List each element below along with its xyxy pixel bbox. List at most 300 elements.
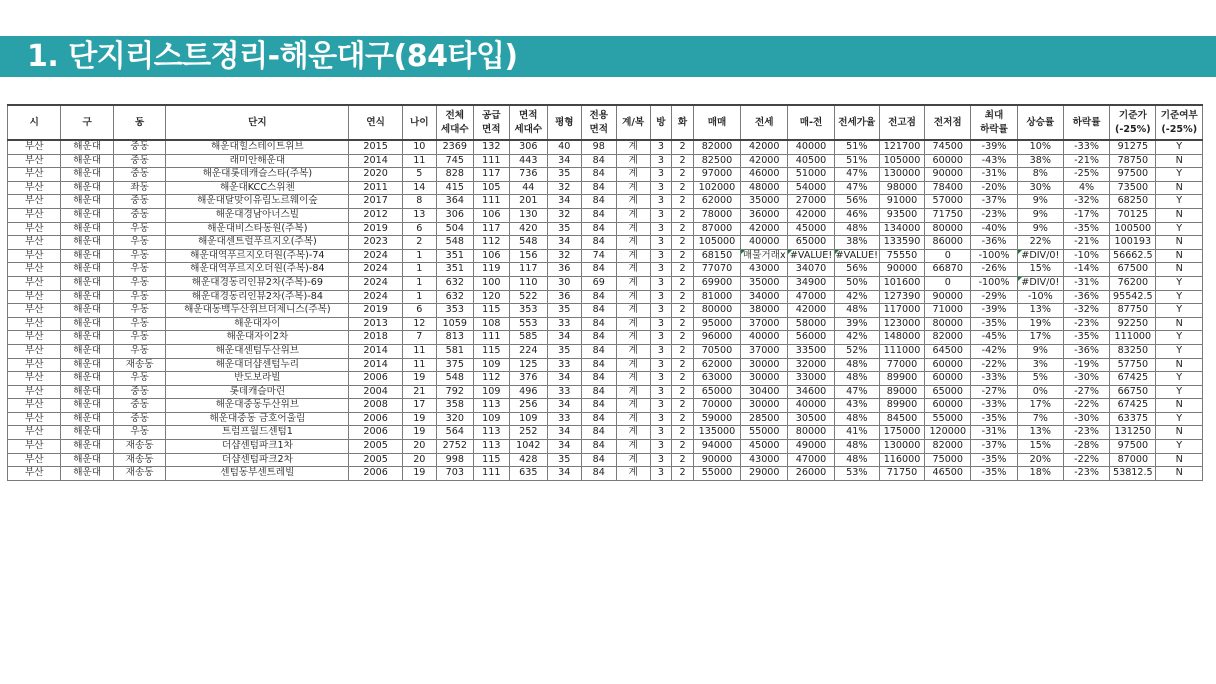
table-cell: 34600 [788, 385, 834, 399]
table-cell: 계 [616, 467, 650, 481]
table-cell: N [1156, 453, 1203, 467]
table-cell: 97500 [1110, 168, 1156, 182]
table-cell: 34070 [788, 263, 834, 277]
table-cell: 43% [834, 399, 879, 413]
table-cell: 58000 [788, 317, 834, 331]
table-cell: 우동 [113, 344, 165, 358]
table-cell: 2 [672, 222, 694, 236]
table-cell: 2369 [436, 140, 473, 154]
table-cell: N [1156, 426, 1203, 440]
table-cell: 해운대센트럴푸르지오(주복) [166, 236, 349, 250]
table-row [8, 467, 1203, 481]
table-cell: 32000 [788, 358, 834, 372]
table-cell: 2020 [349, 168, 402, 182]
table-cell: 중동 [113, 208, 165, 222]
table-cell: 부산 [8, 453, 61, 467]
table-cell: 계 [616, 276, 650, 290]
table-cell: 21 [402, 385, 436, 399]
table-cell: 40000 [788, 140, 834, 154]
table-cell: Y [1156, 440, 1203, 454]
column-header: 최대 하락률 [971, 105, 1017, 140]
table-cell: -100% [971, 249, 1017, 263]
table-cell: 55000 [741, 426, 788, 440]
table-cell: 496 [509, 385, 547, 399]
table-cell: 77000 [879, 358, 924, 372]
table-cell: 42% [834, 290, 879, 304]
table-cell: 74500 [925, 140, 971, 154]
column-header: 화 [672, 105, 694, 140]
table-row [8, 249, 1203, 263]
table-cell: 계 [616, 208, 650, 222]
table-cell: 98000 [879, 181, 924, 195]
table-cell: 95542.5 [1110, 290, 1156, 304]
table-cell: 84 [581, 372, 616, 386]
table-cell: -36% [1063, 344, 1109, 358]
table-cell: 42000 [741, 222, 788, 236]
table-cell: 부산 [8, 140, 61, 154]
table-cell: 계 [616, 440, 650, 454]
table-cell: 해운대롯데캐슬스타(주복) [166, 168, 349, 182]
table-cell: 53812.5 [1110, 467, 1156, 481]
table-cell: 78400 [925, 181, 971, 195]
table-cell: 2 [672, 440, 694, 454]
table-cell: 우동 [113, 426, 165, 440]
table-cell: 2005 [349, 440, 402, 454]
table-cell: 375 [436, 358, 473, 372]
table-cell: 66750 [1110, 385, 1156, 399]
table-cell: 420 [509, 222, 547, 236]
table-cell: 19 [402, 426, 436, 440]
table-cell: 111000 [1110, 331, 1156, 345]
table-cell: 2 [672, 453, 694, 467]
table-cell: -10% [1063, 249, 1109, 263]
table-cell: 37000 [741, 344, 788, 358]
table-cell: 부산 [8, 399, 61, 413]
table-row [8, 344, 1203, 358]
table-cell: 364 [436, 195, 473, 209]
table-row [8, 154, 1203, 168]
table-cell: 813 [436, 331, 473, 345]
table-cell: 2 [672, 249, 694, 263]
table-cell: 19% [1017, 317, 1063, 331]
table-cell: 13% [1017, 304, 1063, 318]
table-cell: 42000 [741, 154, 788, 168]
table-cell: 2011 [349, 181, 402, 195]
table-cell: -35% [1063, 331, 1109, 345]
table-cell: 91275 [1110, 140, 1156, 154]
table-cell: -45% [971, 331, 1017, 345]
table-cell: 해운대 [61, 276, 113, 290]
table-cell: -22% [971, 358, 1017, 372]
table-cell: 415 [436, 181, 473, 195]
table-cell: 256 [509, 399, 547, 413]
table-cell: 632 [436, 290, 473, 304]
table-cell: 중동 [113, 412, 165, 426]
table-cell: 585 [509, 331, 547, 345]
table-cell: 84 [581, 358, 616, 372]
table-cell: 2024 [349, 249, 402, 263]
table-cell: 87750 [1110, 304, 1156, 318]
table-cell: 트럼프월드센텀1 [166, 426, 349, 440]
table-cell: 40000 [788, 399, 834, 413]
table-cell: 2 [672, 358, 694, 372]
table-cell: 14 [402, 181, 436, 195]
table-cell: 2008 [349, 399, 402, 413]
table-cell: 1042 [509, 440, 547, 454]
table-cell: 84 [581, 317, 616, 331]
page-title [27, 36, 518, 77]
table-cell: 5% [1017, 372, 1063, 386]
table-cell: -39% [971, 140, 1017, 154]
table-cell: 2 [672, 168, 694, 182]
table-cell: 60000 [925, 372, 971, 386]
table-cell: 67425 [1110, 372, 1156, 386]
table-cell: 47000 [788, 453, 834, 467]
table-cell: 67500 [1110, 263, 1156, 277]
table-cell: 해운대 [61, 263, 113, 277]
column-header: 단지 [166, 105, 349, 140]
table-cell: 6 [402, 304, 436, 318]
table-cell: 97000 [693, 168, 740, 182]
table-cell: 30000 [741, 372, 788, 386]
table-cell: 해운대 [61, 168, 113, 182]
table-cell: 48% [834, 412, 879, 426]
table-cell: 553 [509, 317, 547, 331]
table-cell: 111000 [879, 344, 924, 358]
table-cell: 92250 [1110, 317, 1156, 331]
table-cell: 56% [834, 263, 879, 277]
table-cell: 계 [616, 195, 650, 209]
table-cell: 65000 [788, 236, 834, 250]
table-cell: 67425 [1110, 399, 1156, 413]
table-cell: 27000 [788, 195, 834, 209]
table-cell: 84 [581, 426, 616, 440]
table-cell: 2006 [349, 467, 402, 481]
table-cell: 40 [547, 140, 581, 154]
table-cell: 3 [650, 290, 672, 304]
table-cell: 55000 [925, 412, 971, 426]
table-row [8, 208, 1203, 222]
table-cell: 해운대 [61, 304, 113, 318]
table-cell: 계 [616, 249, 650, 263]
table-cell: -36% [971, 236, 1017, 250]
table-cell: 81000 [693, 290, 740, 304]
table-cell: 443 [509, 154, 547, 168]
table-cell: 121700 [879, 140, 924, 154]
table-cell: 71000 [925, 304, 971, 318]
table-cell: 3 [650, 440, 672, 454]
table-cell: 2 [672, 385, 694, 399]
table-cell: 해운대경동리인뷰2차(주복)-84 [166, 290, 349, 304]
table-cell: 82500 [693, 154, 740, 168]
table-cell: 17 [402, 399, 436, 413]
table-cell: 13 [402, 208, 436, 222]
table-cell: 34 [547, 331, 581, 345]
table-cell: 해운대힐스테이트위브 [166, 140, 349, 154]
table-cell: 105000 [693, 236, 740, 250]
table-cell: 100500 [1110, 222, 1156, 236]
table-cell: 0 [925, 276, 971, 290]
table-cell: 2015 [349, 140, 402, 154]
table-cell: 130 [509, 208, 547, 222]
table-cell: 792 [436, 385, 473, 399]
table-cell: 36000 [741, 208, 788, 222]
table-cell: 48% [834, 304, 879, 318]
table-cell: 74 [581, 249, 616, 263]
table-cell: 중동 [113, 168, 165, 182]
table-cell: 84 [581, 290, 616, 304]
table-cell: 117000 [879, 304, 924, 318]
table-cell: 30000 [741, 358, 788, 372]
table-cell: 78750 [1110, 154, 1156, 168]
table-cell: 73500 [1110, 181, 1156, 195]
table-cell: -21% [1063, 154, 1109, 168]
table-cell: Y [1156, 168, 1203, 182]
table-cell: 11 [402, 154, 436, 168]
table-cell: 89900 [879, 372, 924, 386]
table-cell: 2 [402, 236, 436, 250]
column-header: 동 [113, 105, 165, 140]
table-cell: 828 [436, 168, 473, 182]
table-cell: 33 [547, 385, 581, 399]
table-cell: 703 [436, 467, 473, 481]
table-cell: 3 [650, 344, 672, 358]
table-row [8, 290, 1203, 304]
table-cell: N [1156, 181, 1203, 195]
table-cell: 84 [581, 331, 616, 345]
table-cell: -35% [971, 453, 1017, 467]
table-cell: 224 [509, 344, 547, 358]
table-cell: 90000 [879, 263, 924, 277]
table-cell: 3 [650, 140, 672, 154]
table-cell: 34000 [741, 290, 788, 304]
column-header: 방 [650, 105, 672, 140]
table-cell: 2017 [349, 195, 402, 209]
table-cell: 59000 [693, 412, 740, 426]
table-cell: 해운대비스타동원(주복) [166, 222, 349, 236]
table-cell: 635 [509, 467, 547, 481]
table-cell: 부산 [8, 181, 61, 195]
table-cell: 62000 [693, 195, 740, 209]
table-cell: 320 [436, 412, 473, 426]
table-cell: 12 [402, 317, 436, 331]
table-cell: 130000 [879, 168, 924, 182]
table-cell: 2019 [349, 304, 402, 318]
table-cell: 50% [834, 276, 879, 290]
table-cell: 34900 [788, 276, 834, 290]
table-cell: 부산 [8, 426, 61, 440]
table-cell: 109 [509, 412, 547, 426]
table-cell: 86000 [925, 236, 971, 250]
table-cell: 51% [834, 140, 879, 154]
table-cell: 33500 [788, 344, 834, 358]
table-cell: 해운대 [61, 412, 113, 426]
table-cell: -10% [1017, 290, 1063, 304]
table-cell: 69900 [693, 276, 740, 290]
table-cell: 77070 [693, 263, 740, 277]
table-cell: 재송동 [113, 453, 165, 467]
table-cell: 91000 [879, 195, 924, 209]
table-cell: 15% [1017, 263, 1063, 277]
table-cell: 계 [616, 412, 650, 426]
table-cell: 84 [581, 168, 616, 182]
table-cell: -21% [1063, 236, 1109, 250]
table-cell: 중동 [113, 385, 165, 399]
table-cell: 548 [509, 236, 547, 250]
table-cell: 55000 [693, 467, 740, 481]
table-cell: 84 [581, 399, 616, 413]
table-cell: 2 [672, 195, 694, 209]
table-cell: 부산 [8, 195, 61, 209]
table-cell: Y [1156, 412, 1203, 426]
table-cell: 2005 [349, 453, 402, 467]
table-cell: 계 [616, 140, 650, 154]
table-cell: 90000 [693, 453, 740, 467]
table-cell: 3 [650, 331, 672, 345]
table-cell: 28500 [741, 412, 788, 426]
table-cell: 33 [547, 358, 581, 372]
table-cell: 113 [473, 440, 509, 454]
table-cell: 53% [834, 467, 879, 481]
table-cell: 115 [473, 453, 509, 467]
table-cell: 해운대 [61, 358, 113, 372]
table-cell: #DIV/0! [1017, 249, 1063, 263]
table-cell: #VALUE! [834, 249, 879, 263]
table-cell: 66870 [925, 263, 971, 277]
table-cell: N [1156, 154, 1203, 168]
table-cell: N [1156, 317, 1203, 331]
table-cell: 33 [547, 317, 581, 331]
table-cell: 34 [547, 399, 581, 413]
table-cell: 48% [834, 372, 879, 386]
table-cell: 30400 [741, 385, 788, 399]
table-cell: 0 [925, 249, 971, 263]
table-cell: 3 [650, 236, 672, 250]
table-cell: 3 [650, 154, 672, 168]
table-cell: 해운대센텀두산위브 [166, 344, 349, 358]
table-cell: 해운대 [61, 453, 113, 467]
table-cell: 부산 [8, 249, 61, 263]
table-cell: 97500 [1110, 440, 1156, 454]
table-cell: 57000 [925, 195, 971, 209]
table-cell: 35 [547, 168, 581, 182]
table-cell: Y [1156, 331, 1203, 345]
table-cell: 548 [436, 372, 473, 386]
table-cell: Y [1156, 140, 1203, 154]
table-cell: 계 [616, 372, 650, 386]
column-header: 전세 [741, 105, 788, 140]
table-cell: 좌동 [113, 181, 165, 195]
table-cell: 47% [834, 385, 879, 399]
table-cell: Y [1156, 385, 1203, 399]
table-cell: 계 [616, 263, 650, 277]
table-cell: 우동 [113, 236, 165, 250]
table-cell: 62000 [693, 358, 740, 372]
table-cell: 87000 [1110, 453, 1156, 467]
table-cell: 11 [402, 358, 436, 372]
table-row [8, 372, 1203, 386]
table-cell: 51% [834, 154, 879, 168]
table-cell: 9% [1017, 208, 1063, 222]
table-cell: 84 [581, 208, 616, 222]
table-cell: 45000 [788, 222, 834, 236]
table-cell: 76200 [1110, 276, 1156, 290]
table-cell: 78000 [693, 208, 740, 222]
table-cell: 38000 [741, 304, 788, 318]
table-cell: 9% [1017, 195, 1063, 209]
table-cell: -32% [1063, 195, 1109, 209]
table-cell: 3 [650, 467, 672, 481]
table-cell: 89900 [879, 399, 924, 413]
table-cell: 70125 [1110, 208, 1156, 222]
table-cell: 1 [402, 249, 436, 263]
table-cell: 해운대 [61, 399, 113, 413]
table-cell: -40% [971, 222, 1017, 236]
table-cell: 부산 [8, 344, 61, 358]
table-cell: 2018 [349, 331, 402, 345]
table-cell: 8 [402, 195, 436, 209]
table-cell: 2006 [349, 426, 402, 440]
table-cell: 201 [509, 195, 547, 209]
table-row [8, 140, 1203, 154]
table-cell: 95000 [693, 317, 740, 331]
table-cell: 70500 [693, 344, 740, 358]
table-cell: 2006 [349, 412, 402, 426]
table-cell: 41% [834, 426, 879, 440]
table-cell: 84 [581, 304, 616, 318]
table-cell: -29% [971, 290, 1017, 304]
table-cell: 부산 [8, 358, 61, 372]
table-cell: 7 [402, 331, 436, 345]
table-cell: 84 [581, 154, 616, 168]
table-cell: 52% [834, 344, 879, 358]
table-cell: 111 [473, 331, 509, 345]
table-cell: 4% [1063, 181, 1109, 195]
table-cell: 부산 [8, 385, 61, 399]
table-cell: 736 [509, 168, 547, 182]
table-cell: #VALUE! [788, 249, 834, 263]
table-cell: 2 [672, 467, 694, 481]
table-cell: 부산 [8, 304, 61, 318]
table-row [8, 385, 1203, 399]
table-cell: 252 [509, 426, 547, 440]
table-cell: 32 [547, 181, 581, 195]
table-cell: 84 [581, 263, 616, 277]
table-cell: 34 [547, 426, 581, 440]
table-cell: 84 [581, 412, 616, 426]
table-row [8, 317, 1203, 331]
table-cell: 중동 [113, 154, 165, 168]
table-cell: 반도보라빌 [166, 372, 349, 386]
table-cell: 해운대 [61, 140, 113, 154]
table-cell: -42% [971, 344, 1017, 358]
table-cell: 부산 [8, 168, 61, 182]
table-cell: 80000 [925, 317, 971, 331]
table-cell: 80000 [788, 426, 834, 440]
table-cell: 9% [1017, 222, 1063, 236]
table-cell: 156 [509, 249, 547, 263]
complex-list-table [7, 104, 1203, 481]
table-cell: 해운대달맞이유림노르웨이숲 [166, 195, 349, 209]
table-cell: 해운대자이 [166, 317, 349, 331]
table-cell: 2024 [349, 290, 402, 304]
table-cell: 10 [402, 140, 436, 154]
page-title-text: 단지리스트정리-해운대구(84타입) [68, 39, 518, 74]
table-cell: 계 [616, 222, 650, 236]
table-cell: 19 [402, 372, 436, 386]
table-cell: 56% [834, 195, 879, 209]
table-cell: 11 [402, 344, 436, 358]
